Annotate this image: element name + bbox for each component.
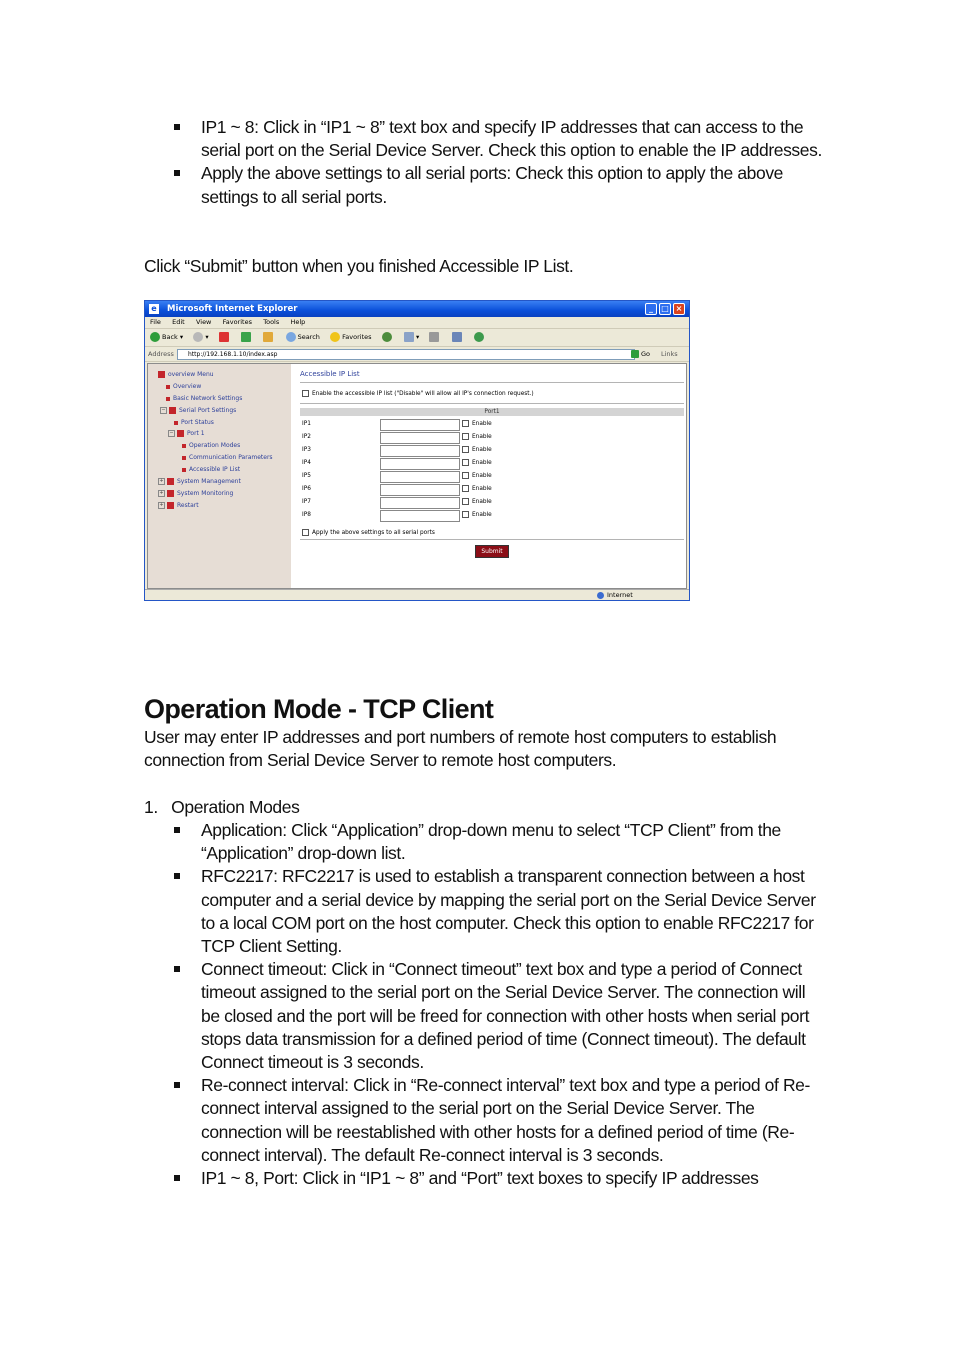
forward-button[interactable]: ▾ <box>193 329 208 346</box>
ip-label: IP4 <box>302 460 311 466</box>
ip-row <box>300 457 684 470</box>
refresh-button[interactable] <box>241 329 253 346</box>
ip-input[interactable] <box>380 471 460 483</box>
ip-enable-option[interactable]: Enable <box>462 446 492 453</box>
history-button[interactable] <box>382 329 394 346</box>
bullet-icon <box>174 421 178 425</box>
folder-icon <box>167 490 174 497</box>
expand-icon[interactable]: + <box>159 490 164 496</box>
bullet-icon <box>166 397 170 401</box>
nav-port-1[interactable]: − Port 1 <box>169 430 205 437</box>
nav-serial-port-settings[interactable]: − Serial Port Settings <box>161 407 237 414</box>
go-arrow-icon <box>631 350 639 358</box>
minimize-icon[interactable]: _ <box>645 303 657 315</box>
nav-restart[interactable]: + Restart <box>159 502 199 509</box>
ip-row <box>300 418 684 431</box>
ip-input[interactable] <box>380 497 460 509</box>
favorites-button[interactable]: Favorites <box>330 329 371 346</box>
ip-enable-checkbox[interactable] <box>462 446 469 453</box>
ip-label: IP3 <box>302 447 311 453</box>
bullet-apply-all: Apply the above settings to all serial ports: Check this option to apply the above settings to all serial ports. <box>144 162 824 208</box>
maximize-icon[interactable]: □ <box>659 303 671 315</box>
menu-favorites[interactable]: Favorites <box>222 318 252 326</box>
collapse-icon[interactable]: − <box>169 430 174 436</box>
go-button[interactable]: Go <box>631 347 650 361</box>
nav-port-status[interactable]: Port Status <box>174 419 214 426</box>
page-viewport <box>147 363 687 589</box>
nav-overview-menu[interactable]: overview Menu <box>158 371 214 378</box>
bullet-application: Application: Click “Application” drop-down menu to select “TCP Client” from the “Application” drop-down list. <box>144 819 824 865</box>
edit-button[interactable] <box>452 329 464 346</box>
enable-list-option[interactable]: Enable the accessible IP list ("Disable" will allow all IP's connection request.) <box>302 390 534 397</box>
address-label: Address <box>148 350 174 358</box>
window-title: Microsoft Internet Explorer <box>167 304 298 314</box>
messenger-button[interactable] <box>474 329 486 346</box>
nav-basic-network[interactable]: Basic Network Settings <box>166 395 242 402</box>
ie-logo-icon: e <box>149 304 159 314</box>
history-icon <box>382 332 392 342</box>
address-bar <box>145 347 689 362</box>
ip-input[interactable] <box>380 510 460 522</box>
ip-enable-option[interactable]: Enable <box>462 511 492 518</box>
accessible-ip-form <box>300 364 684 588</box>
back-button[interactable]: Back ▾ <box>150 329 183 346</box>
status-bar <box>145 589 689 601</box>
bullet-icon <box>166 385 170 389</box>
apply-all-option[interactable]: Apply the above settings to all serial ports <box>302 529 435 536</box>
expand-icon[interactable]: + <box>159 478 164 484</box>
ip-input[interactable] <box>380 432 460 444</box>
ip-enable-checkbox[interactable] <box>462 472 469 479</box>
ip-input[interactable] <box>380 445 460 457</box>
folder-icon <box>167 478 174 485</box>
security-zone: Internet <box>597 590 633 601</box>
nav-sidebar <box>148 364 291 588</box>
bullet-icon <box>182 444 186 448</box>
edit-icon <box>452 332 462 342</box>
ip-enable-checkbox[interactable] <box>462 498 469 505</box>
mode-bullet-list <box>144 819 824 1190</box>
menu-tools[interactable]: Tools <box>263 318 280 326</box>
ip-row <box>300 483 684 496</box>
enable-list-checkbox[interactable] <box>302 390 309 397</box>
port-header: Port1 <box>300 408 684 416</box>
ip-row <box>300 470 684 483</box>
ip-label: IP8 <box>302 512 311 518</box>
search-icon <box>286 332 296 342</box>
ip-label: IP1 <box>302 421 311 427</box>
ip-enable-checkbox[interactable] <box>462 459 469 466</box>
messenger-icon <box>474 332 484 342</box>
ip-enable-option[interactable]: Enable <box>462 498 492 505</box>
ip-row <box>300 431 684 444</box>
mail-button[interactable]: ▾ <box>404 329 419 346</box>
ip-row <box>300 509 684 522</box>
stop-icon <box>219 332 229 342</box>
ip-enable-checkbox[interactable] <box>462 485 469 492</box>
links-button[interactable]: Links <box>661 350 678 358</box>
bullet-icon <box>182 456 186 460</box>
divider <box>300 382 684 383</box>
submit-button[interactable]: Submit <box>475 545 509 558</box>
print-icon <box>429 332 439 342</box>
search-button[interactable]: Search <box>286 329 320 346</box>
star-icon <box>330 332 340 342</box>
close-icon[interactable]: × <box>673 303 685 315</box>
nav-accessible-ip-list[interactable]: Accessible IP List <box>182 466 240 473</box>
bullet-reconnect-interval: Re-connect interval: Click in “Re-connect interval” text box and type a period of Re-connect interval assigned to the serial port on the Serial Device Server. The connection will be reestablished with other hosts for a defined period of time (Re-connect interval). The default Re-connect interval is 3 seconds. <box>144 1074 824 1167</box>
ip-input[interactable] <box>380 419 460 431</box>
nav-operation-modes[interactable]: Operation Modes <box>182 442 240 449</box>
top-bullet-list <box>144 116 824 209</box>
ip-input[interactable] <box>380 484 460 496</box>
submit-note: Click “Submit” button when you finished Accessible IP List. <box>144 256 574 276</box>
mail-icon <box>404 332 414 342</box>
expand-icon[interactable]: + <box>159 502 164 508</box>
folder-icon <box>167 502 174 509</box>
back-arrow-icon <box>150 332 160 342</box>
ip-label: IP5 <box>302 473 311 479</box>
bullet-ip-list: IP1 ~ 8: Click in “IP1 ~ 8” text box and specify IP addresses that can access to the serial port on the Serial Device Server. Check this option to enable the IP addresses. <box>144 116 824 162</box>
ip-label: IP6 <box>302 486 311 492</box>
bullet-rfc2217: RFC2217: RFC2217 is used to establish a transparent connection between a host computer and a serial device by mapping the serial port on the Serial Device Server to a local COM port on the host computer. Check this option to enable RFC2217 for TCP Client Setting. <box>144 865 824 958</box>
menu-edit[interactable]: Edit <box>172 318 185 326</box>
section-heading: Operation Mode - TCP Client <box>144 694 494 724</box>
ip-enable-checkbox[interactable] <box>462 420 469 427</box>
numbered-item-operation-modes: 1. Operation Modes <box>144 797 300 817</box>
ip-enable-option[interactable]: Enable <box>462 433 492 440</box>
section-intro: User may enter IP addresses and port numbers of remote host computers to establish connection from Serial Device Server to remote host computers. <box>144 727 777 771</box>
globe-icon <box>597 592 604 599</box>
menu-help[interactable]: Help <box>290 318 306 326</box>
ip-enable-option[interactable]: Enable <box>462 472 492 479</box>
ip-label: IP7 <box>302 499 311 505</box>
folder-icon <box>169 407 176 414</box>
stop-button[interactable] <box>219 329 231 346</box>
browser-screenshot <box>144 300 690 601</box>
nav-system-management[interactable]: + System Management <box>159 478 241 485</box>
nav-system-monitoring[interactable]: + System Monitoring <box>159 490 234 497</box>
window-titlebar <box>145 301 689 317</box>
ip-enable-option[interactable]: Enable <box>462 485 492 492</box>
ip-enable-checkbox[interactable] <box>462 511 469 518</box>
divider <box>300 403 684 404</box>
toolbar <box>145 329 689 347</box>
ip-input[interactable] <box>380 458 460 470</box>
forward-arrow-icon <box>193 332 203 342</box>
print-button[interactable] <box>429 329 441 346</box>
nav-overview[interactable]: Overview <box>166 383 201 390</box>
form-title: Accessible IP List <box>300 370 360 378</box>
ip-enable-option[interactable]: Enable <box>462 420 492 427</box>
bullet-connect-timeout: Connect timeout: Click in “Connect timeout” text box and type a period of Connect timeout assigned to the serial port on the Serial Device Server. The connection will be closed and the port will be freed for connection with other hosts when serial port stops data transmission for a defined period of time (Connect timeout). The default Connect timeout is 3 seconds. <box>144 958 824 1074</box>
folder-icon <box>158 371 165 378</box>
ip-label: IP2 <box>302 434 311 440</box>
folder-icon <box>177 430 184 437</box>
nav-communication-parameters[interactable]: Communication Parameters <box>182 454 273 461</box>
bullet-icon <box>182 468 186 472</box>
divider <box>300 539 684 540</box>
collapse-icon[interactable]: − <box>161 407 166 413</box>
ip-row <box>300 496 684 509</box>
menu-view[interactable]: View <box>195 318 212 326</box>
ip-row <box>300 444 684 457</box>
ip-enable-checkbox[interactable] <box>462 433 469 440</box>
menu-bar <box>145 317 689 329</box>
apply-all-checkbox[interactable] <box>302 529 309 536</box>
menu-file[interactable]: File <box>150 318 161 326</box>
refresh-icon <box>241 332 251 342</box>
home-icon <box>263 332 273 342</box>
ip-enable-option[interactable]: Enable <box>462 459 492 466</box>
home-button[interactable] <box>263 329 275 346</box>
address-input[interactable]: http://192.168.1.10/index.asp <box>177 349 635 360</box>
bullet-ip-port: IP1 ~ 8, Port: Click in “IP1 ~ 8” and “Port” text boxes to specify IP addresses <box>144 1167 824 1190</box>
